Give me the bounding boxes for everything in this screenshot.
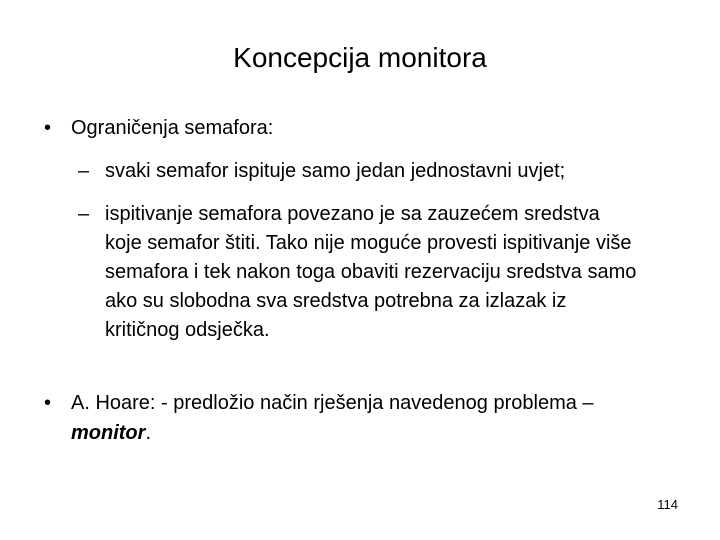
bullet-text: Ograničenja semafora: <box>71 117 274 139</box>
bullet-text <box>71 388 604 448</box>
bullet-text-end: . <box>145 422 151 444</box>
bullet-mark: • <box>44 117 52 139</box>
sub-bullet-mark: – <box>78 203 90 225</box>
bullet-text-start: A. Hoare: - predložio način rješenja navedenog problema – <box>71 392 594 414</box>
bullet-mark: • <box>44 392 52 414</box>
slide-title: Koncepcija monitora <box>233 42 487 73</box>
page-number: 114 <box>657 497 678 512</box>
bullet-item <box>44 113 684 143</box>
sub-bullet-text: svaki semafor ispituje samo jedan jednostavni uvjet; <box>105 160 566 182</box>
sub-bullet-mark: – <box>78 160 90 182</box>
sub-bullet-text: ispitivanje semafora povezano je sa zauzećem sredstva koje semafor štiti. Tako nije moguće provesti ispitivanje više semafora i tek nakon toga obaviti rezervaciju sredstva samo ako su slobodna sva sredstva potrebna za izlazak iz kritičnog odsječka. <box>105 203 637 341</box>
emphasis-monitor: monitor <box>71 422 146 444</box>
sub-bullet-item <box>78 200 638 345</box>
sub-bullet-item <box>78 157 678 186</box>
bullet-item <box>44 388 604 448</box>
